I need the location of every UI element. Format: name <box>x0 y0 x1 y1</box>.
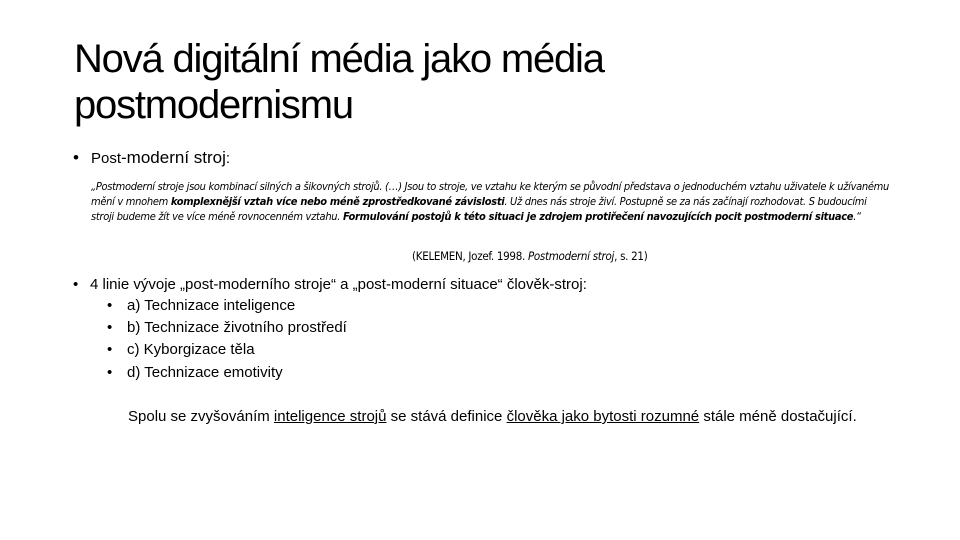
bullet-label-part-b: -moderní stroj <box>121 148 226 167</box>
closing-text-2: se stává definice <box>386 408 507 425</box>
bullet-four-lines <box>73 276 587 294</box>
citation-suffix: , s. 21) <box>614 249 648 263</box>
sub-item <box>107 364 283 382</box>
bullet-label-part-a: Post <box>91 150 122 167</box>
sub-bullet-marker: • <box>107 364 113 381</box>
sub-item <box>107 297 295 315</box>
sub-item <box>107 319 347 337</box>
quote-bold-1: komplexnější vztah více nebo méně zprostředkované závislosti <box>170 195 505 208</box>
bullet-label-colon: : <box>225 150 231 167</box>
bullet-marker: • <box>73 276 79 293</box>
citation <box>412 248 647 264</box>
quote-text-2: . Už dnes nás stroje živí. Postupně se za nás začínají rozhodovat. S budoucími stroji budeme žít ve více méně rovnocenném vztahu. <box>91 195 867 223</box>
bullet-four-lines-text: 4 linie vývoje „post-moderního stroje“ a „post-moderní situace“ člověk-stroj: <box>90 276 587 293</box>
closing-text-1: Spolu se zvyšováním <box>128 408 274 425</box>
citation-prefix: (KELEMEN, Jozef. 1998. <box>412 249 528 263</box>
quote-bold-2: Formulování postojů k této situaci je zdrojem protiřečení navozujících pocit postmoderní situace <box>342 210 854 223</box>
sub-item-text: d) Technizace emotivity <box>127 364 283 381</box>
quote-block <box>91 179 891 224</box>
closing-statement <box>128 408 898 426</box>
citation-work: Postmoderní stroj <box>527 249 615 263</box>
title-line-2: postmodernismu <box>74 83 353 127</box>
quote-text-1: „Postmoderní stroje jsou kombinací silných a šikovných strojů. (…) Jsou to stroje, ve vztahu ke kterým se původní představa o jednoduchém vztahu uživatele k užívanému mění v mnohem <box>91 180 889 208</box>
title-line-1: Nová digitální média jako média <box>74 37 604 81</box>
sub-bullet-marker: • <box>107 341 113 358</box>
sub-item-text: c) Kyborgizace těla <box>127 341 255 358</box>
bullet-marker: • <box>73 148 79 167</box>
sub-item-text: b) Technizace životního prostředí <box>127 319 347 336</box>
bullet-postmodern-machine <box>73 148 230 169</box>
closing-underlined-2: člověka jako bytosti rozumné <box>506 408 700 425</box>
sub-bullet-marker: • <box>107 319 113 336</box>
sub-item-text: a) Technizace inteligence <box>127 297 296 314</box>
slide-title <box>74 36 914 128</box>
closing-underlined-1: inteligence strojů <box>273 408 387 425</box>
quote-text-3: .“ <box>853 210 861 223</box>
closing-text-3: stále méně dostačující. <box>699 408 857 425</box>
sub-bullet-marker: • <box>107 297 113 314</box>
sub-item <box>107 341 255 359</box>
